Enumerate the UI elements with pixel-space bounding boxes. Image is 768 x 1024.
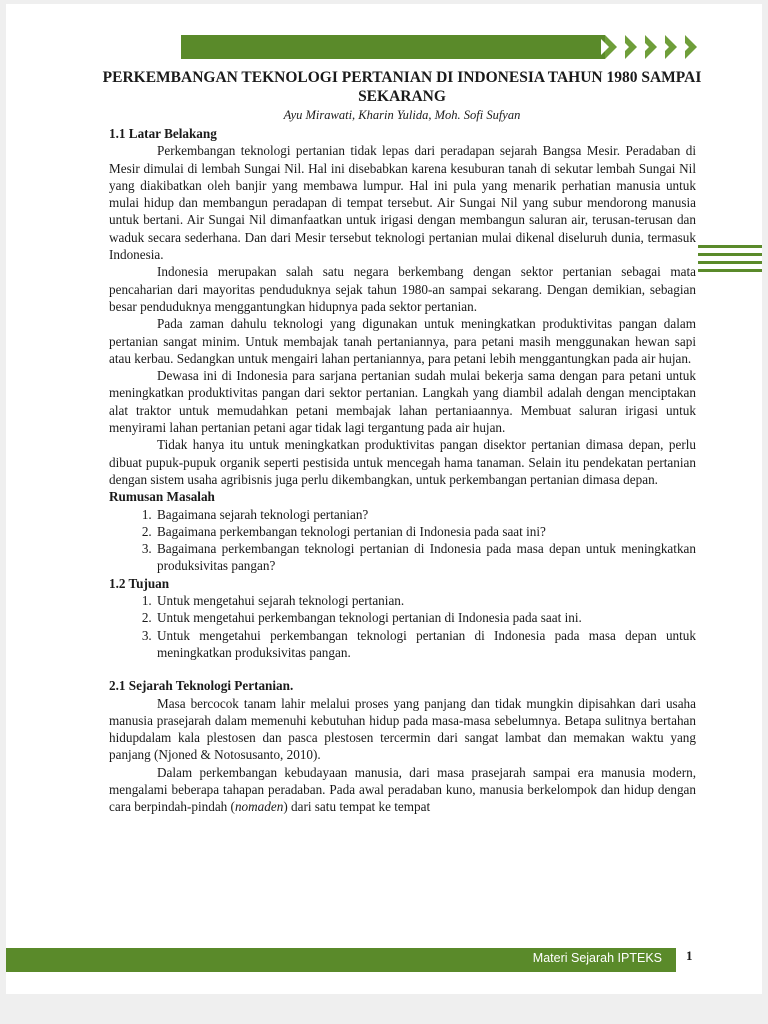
footer-label: Materi Sejarah IPTEKS xyxy=(532,951,662,965)
list-item: 1. Bagaimana sejarah teknologi pertanian? xyxy=(155,506,696,523)
section-heading: 1.1 Latar Belakang xyxy=(109,126,217,141)
list-item: 3. Untuk mengetahui perkembangan teknologi pertanian di Indonesia pada masa depan untuk meningkatkan produksivitas pangan. xyxy=(155,627,696,662)
chevron-icon xyxy=(645,35,657,59)
paragraph: Pada zaman dahulu teknologi yang digunakan untuk meningkatkan produktivitas pangan dalam pertanian sangat minim. Untuk membajak tanah pertaniannya, para petani masih menggunakan hewan sapi atau kerbau. Sedangkan untuk mengairi lahan pertaniannya, para petani lebih menggantungkan pada air hujan. xyxy=(109,316,696,366)
header-green-bar xyxy=(181,35,605,59)
list-item: 1. Untuk mengetahui sejarah teknologi pertanian. xyxy=(155,592,696,609)
paragraph: Masa bercocok tanam lahir melalui proses yang panjang dan tidak mungkin dipisahkan dari usaha manusia prasejarah dalam memenuhi kebutuhan hidup pada masa-masa sebelumnya. Betapa sulitnya bertahan hidupdalam kala plestosen dan pasca plestosen tercermin dari sangat lambat dan memakan waktu yang panjang (Njoned & Notosusanto, 2010). xyxy=(109,695,696,763)
list-item: 2. Bagaimana perkembangan teknologi pertanian di Indonesia pada saat ini? xyxy=(155,523,696,540)
chevron-icon xyxy=(665,35,677,59)
italic-term: nomaden xyxy=(234,799,284,815)
list-item: 3. Bagaimana perkembangan teknologi pertanian di Indonesia pada masa depan untuk meningkatkan produksivitas pangan? xyxy=(155,540,696,575)
paragraph: Dewasa ini di Indonesia para sarjana pertanian sudah mulai bekerja sama dengan para petani untuk meningkatkan produktivitas pangan dari sektor pertanian. Langkah yang diambil adalah dengan menciptakan alat traktor untuk memudahkan petani membajak lahan pertaniaannya. Membuat saluran irigasi untuk menyirami lahan pertanian petani agar tidak lagi tergantung pada air hujan. xyxy=(109,368,696,436)
list-item: 2. Untuk mengetahui perkembangan teknologi pertanian di Indonesia pada saat ini. xyxy=(155,609,696,626)
paragraph-text: ) dari satu tempat ke tempat xyxy=(283,799,431,815)
objective-list xyxy=(109,592,696,661)
section-heading: 2.1 Sejarah Teknologi Pertanian. xyxy=(109,678,294,694)
document-body xyxy=(109,125,696,816)
paragraph: Tidak hanya itu untuk meningkatkan produktivitas pangan disektor pertanian dimasa depan, perlu dibuat pupuk-pupuk organik seperti pestisida untuk mencegah hama tanaman. Selain itu pendekatan pertanian dengan sistem usaha agribisnis juga perlu dikembangkan, untuk perkembangan pertanian dimasa depan. xyxy=(109,437,696,487)
authors-line: Ayu Mirawati, Kharin Yulida, Moh. Sofi Sufyan xyxy=(283,108,521,122)
chevron-icon xyxy=(605,35,617,59)
chevron-icon xyxy=(625,35,637,59)
paragraph: Indonesia merupakan salah satu negara berkembang dengan sektor pertanian sebagai mata pencaharian dari mayoritas penduduknya sejak tahun 1980-an sampai sekarang. Dengan demikian, sebagian besar penduduknya menggantungkan hidupnya pada sektor pertanian. xyxy=(109,264,696,314)
chevron-icon xyxy=(685,35,697,59)
page-number: 1 xyxy=(686,948,693,963)
paragraph: Perkembangan teknologi pertanian tidak lepas dari peradapan sejarah Bangsa Mesir. Peradaban di Mesir dimulai di lembah Sungai Nil. Hal ini disebabkan karena kesuburan tanah di sekutar lembah Sungai Nil yang diakibatkan oleh banjir yang membawa lumpur. Hal ini pula yang menarik perhatian manusia untuk mulai hidup dan membangun peradapan di tempat tersebut. Air Sungai Nil yang subur mendorong manusia untuk bertani. Air Sungai Nil dimanfaatkan untuk irigasi dengan membangun saluran air, terusan-terusan dan waduk secara sederhana. Dan dari Mesir tersebut teknologi pertanian mulai dikenal diseluruh dunia, termasuk Indonesia. xyxy=(109,143,696,263)
section-heading: 1.2 Tujuan xyxy=(109,575,170,591)
side-decoration-lines xyxy=(698,245,762,277)
problem-list xyxy=(109,506,696,575)
footer-bar xyxy=(6,948,676,972)
paragraph-text: Dalam perkembangan kebudayaan manusia, dari masa prasejarah sampai era manusia modern, mengalami beberapa tahapan peradaban. Pada awal peradaban kuno, manusia berkelompok dan hidup dengan cara berpindah-pindah ( xyxy=(109,764,696,815)
section-heading: Rumusan Masalah xyxy=(109,489,215,505)
document-title: PERKEMBANGAN TEKNOLOGI PERTANIAN DI INDONESIA TAHUN 1980 SAMPAI SEKARANG xyxy=(102,69,702,105)
paragraph xyxy=(109,764,696,816)
